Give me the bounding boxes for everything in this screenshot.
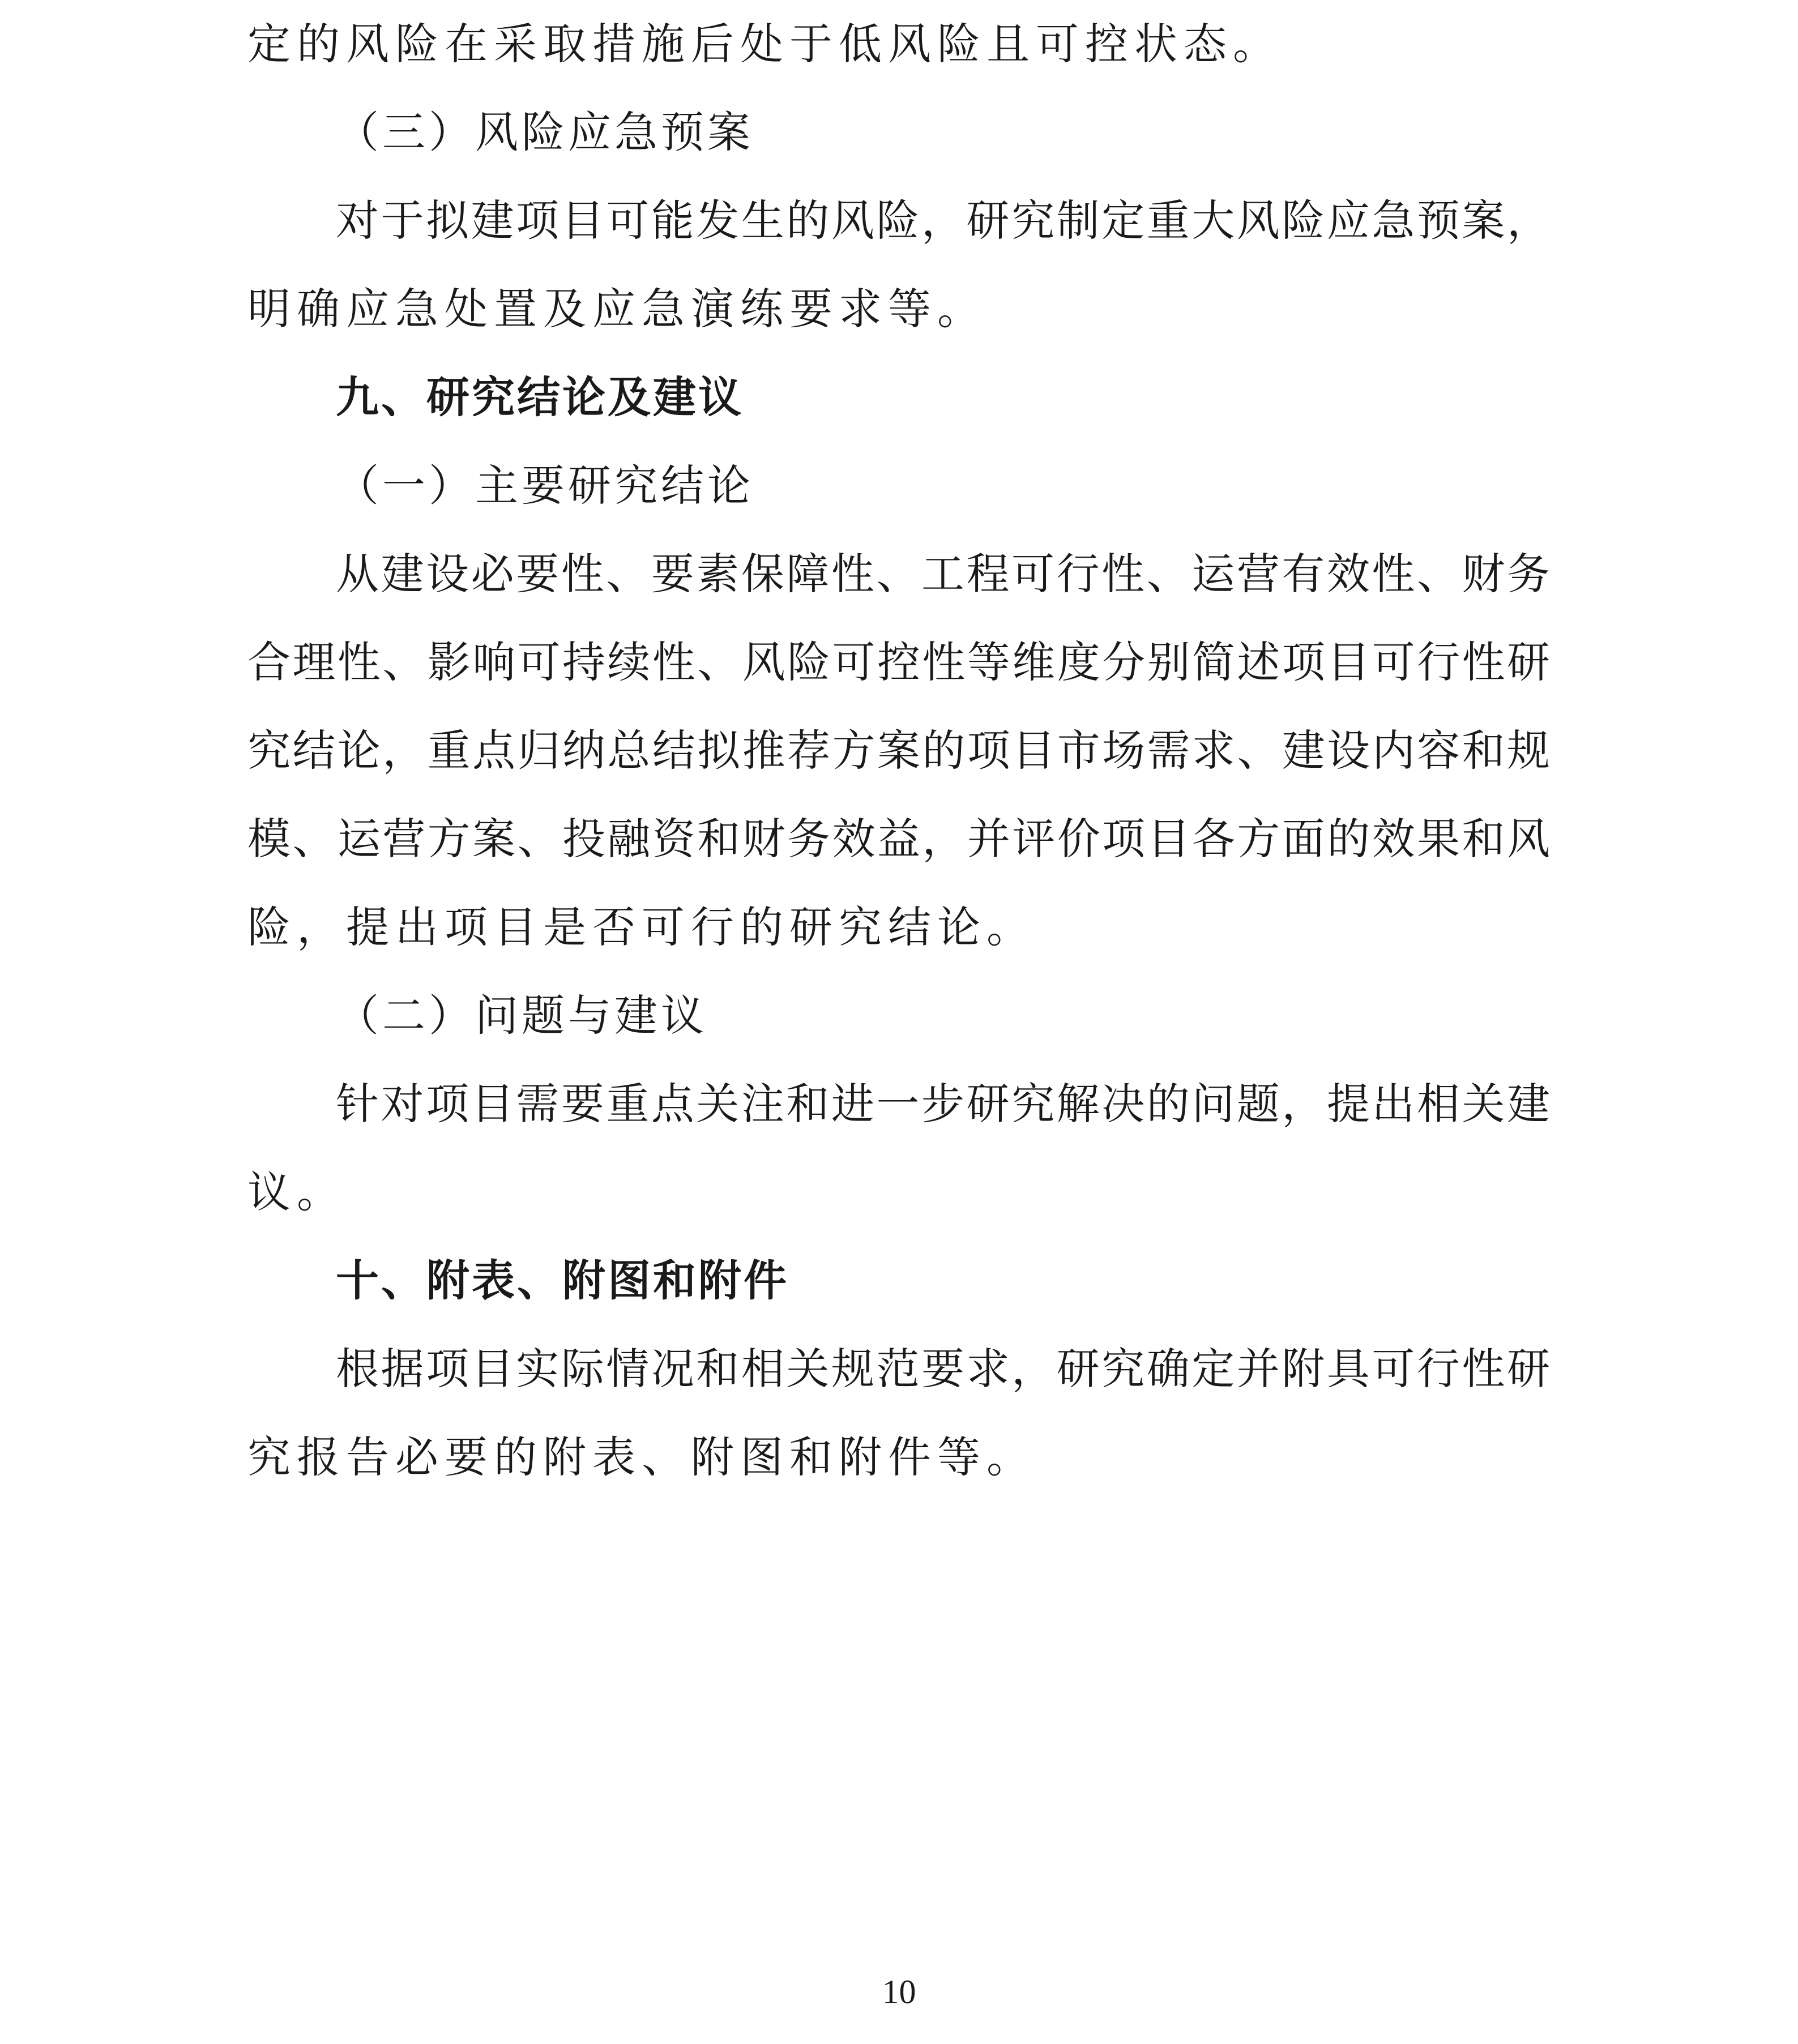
paragraph-line: 根据项目实际情况和相关规范要求，研究确定并附具可行性研 <box>336 1344 1550 1394</box>
paragraph-line: 定的风险在采取措施后处于低风险且可控状态。 <box>247 19 1282 69</box>
paragraph-line: 究报告必要的附表、附图和附件等。 <box>247 1432 1036 1482</box>
section-heading-conclusions: 九、研究结论及建议 <box>336 372 744 422</box>
document-body <box>247 0 1550 1502</box>
page-number: 10 <box>882 1973 916 2011</box>
paragraph-line: 模、运营方案、投融资和财务效益，并评价项目各方面的效果和风 <box>247 814 1550 864</box>
paragraph-line: 针对项目需要重点关注和进一步研究解决的问题，提出相关建 <box>336 1079 1550 1129</box>
subsection-heading-issues-suggestions: （二）问题与建议 <box>336 990 707 1041</box>
paragraph-line: 明确应急处置及应急演练要求等。 <box>247 284 986 334</box>
paragraph-line: 对于拟建项目可能发生的风险，研究制定重大风险应急预案， <box>336 195 1550 246</box>
paragraph-line: 合理性、影响可持续性、风险可控性等维度分别简述项目可行性研 <box>247 637 1550 687</box>
paragraph-line: 议。 <box>247 1167 346 1217</box>
paragraph-line: 究结论，重点归纳总结拟推荐方案的项目市场需求、建设内容和规 <box>247 725 1550 776</box>
paragraph-line: 从建设必要性、要素保障性、工程可行性、运营有效性、财务 <box>336 549 1550 599</box>
paragraph-line: 险，提出项目是否可行的研究结论。 <box>247 902 1036 952</box>
subsection-heading-risk-emergency-plan: （三）风险应急预案 <box>336 107 754 157</box>
subsection-heading-main-conclusions: （一）主要研究结论 <box>336 460 754 511</box>
section-heading-attachments: 十、附表、附图和附件 <box>336 1255 789 1306</box>
